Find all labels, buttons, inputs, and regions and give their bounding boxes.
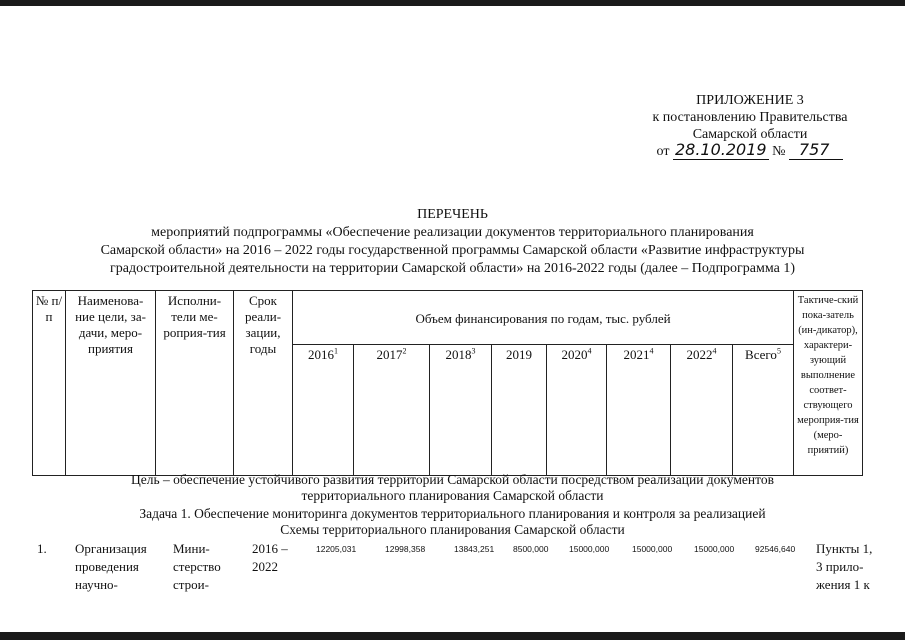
year-2019: 2019 bbox=[492, 345, 547, 476]
year-2022: 2022$^4$ bbox=[671, 345, 733, 476]
document-title-line2: Самарской области» на 2016 – 2022 годы государственной программы Самарской области «Развитие инфраструктуры bbox=[100, 243, 805, 258]
col-header-term: Срок реали-зации, годы bbox=[234, 291, 293, 476]
bottom-scan-border bbox=[0, 632, 905, 640]
document-heading: ПЕРЕЧЕНЬ bbox=[417, 207, 488, 222]
row1-number: 1. bbox=[37, 541, 47, 556]
goal-line1: Цель – обеспечение устойчивого развития территории Самарской области посредством реализации документов bbox=[131, 472, 774, 487]
task-line2: Схемы территориального планирования Самарской области bbox=[280, 522, 625, 537]
appendix-date-line bbox=[560, 141, 905, 160]
appendix-region: Самарской области bbox=[692, 127, 808, 142]
row1-value-2016: 12205,031 bbox=[316, 544, 357, 554]
year-2020: 2020$^4$ bbox=[547, 345, 607, 476]
year-total: Всего$^5$ bbox=[733, 345, 794, 476]
date-prefix: от bbox=[656, 144, 670, 159]
row1-value-total: 92546,640 bbox=[755, 544, 796, 554]
row1-term: 2016 – 2022 bbox=[252, 541, 288, 574]
task-line1: Задача 1. Обеспечение мониторинга документов территориального планирования и контроля за реализацией bbox=[139, 506, 766, 521]
appendix-title: ПРИЛОЖЕНИЕ 3 bbox=[696, 93, 804, 108]
col-header-number: № п/п bbox=[33, 291, 66, 476]
number-value: 757 bbox=[789, 140, 844, 160]
row1-value-2021: 15000,000 bbox=[632, 544, 673, 554]
row1-executor: Мини- стерство строи- bbox=[173, 541, 221, 592]
appendix-resolution: к постановлению Правительства bbox=[652, 110, 848, 125]
row1-indicator: Пункты 1, 3 прило- жения 1 к bbox=[816, 541, 873, 592]
row1-value-2017: 12998,358 bbox=[385, 544, 426, 554]
row1-value-2020: 15000,000 bbox=[569, 544, 610, 554]
year-2016: 2016$^1$ bbox=[293, 345, 354, 476]
col-header-executors: Исполни-тели ме-роприя-тия bbox=[156, 291, 234, 476]
top-scan-border bbox=[0, 0, 905, 6]
date-value: 28.10.2019 bbox=[674, 140, 767, 159]
document-title-line1: мероприятий подпрограммы «Обеспечение реализации документов территориального планирования bbox=[151, 225, 754, 240]
col-header-funding: Объем финансирования по годам, тыс. рублей bbox=[293, 291, 794, 345]
number-prefix: № bbox=[772, 144, 786, 159]
funding-table-header bbox=[32, 290, 863, 476]
document-title-line3: градостроительной деятельности на территории Самарской области» на 2016-2022 годы (далее – Подпрограмма 1) bbox=[109, 261, 796, 276]
col-header-indicator: Тактиче-ский пока-затель (ин-дикатор), характери-зующий выполнение соответ-ствующего мероприя-тия (меро-приятий) bbox=[794, 291, 863, 476]
row1-name: Организация проведения научно- bbox=[75, 541, 147, 592]
goal-line2: территориального планирования Самарской области bbox=[301, 488, 604, 503]
row1-value-2018: 13843,251 bbox=[454, 544, 495, 554]
year-2018: 2018$^3$ bbox=[430, 345, 492, 476]
year-2017: 2017$^2$ bbox=[354, 345, 430, 476]
year-2021: 2021$^4$ bbox=[607, 345, 671, 476]
row1-value-2019: 8500,000 bbox=[513, 544, 549, 554]
col-header-name: Наименова-ние цели, за-дачи, меро-приятия bbox=[66, 291, 156, 476]
row1-value-2022: 15000,000 bbox=[694, 544, 735, 554]
